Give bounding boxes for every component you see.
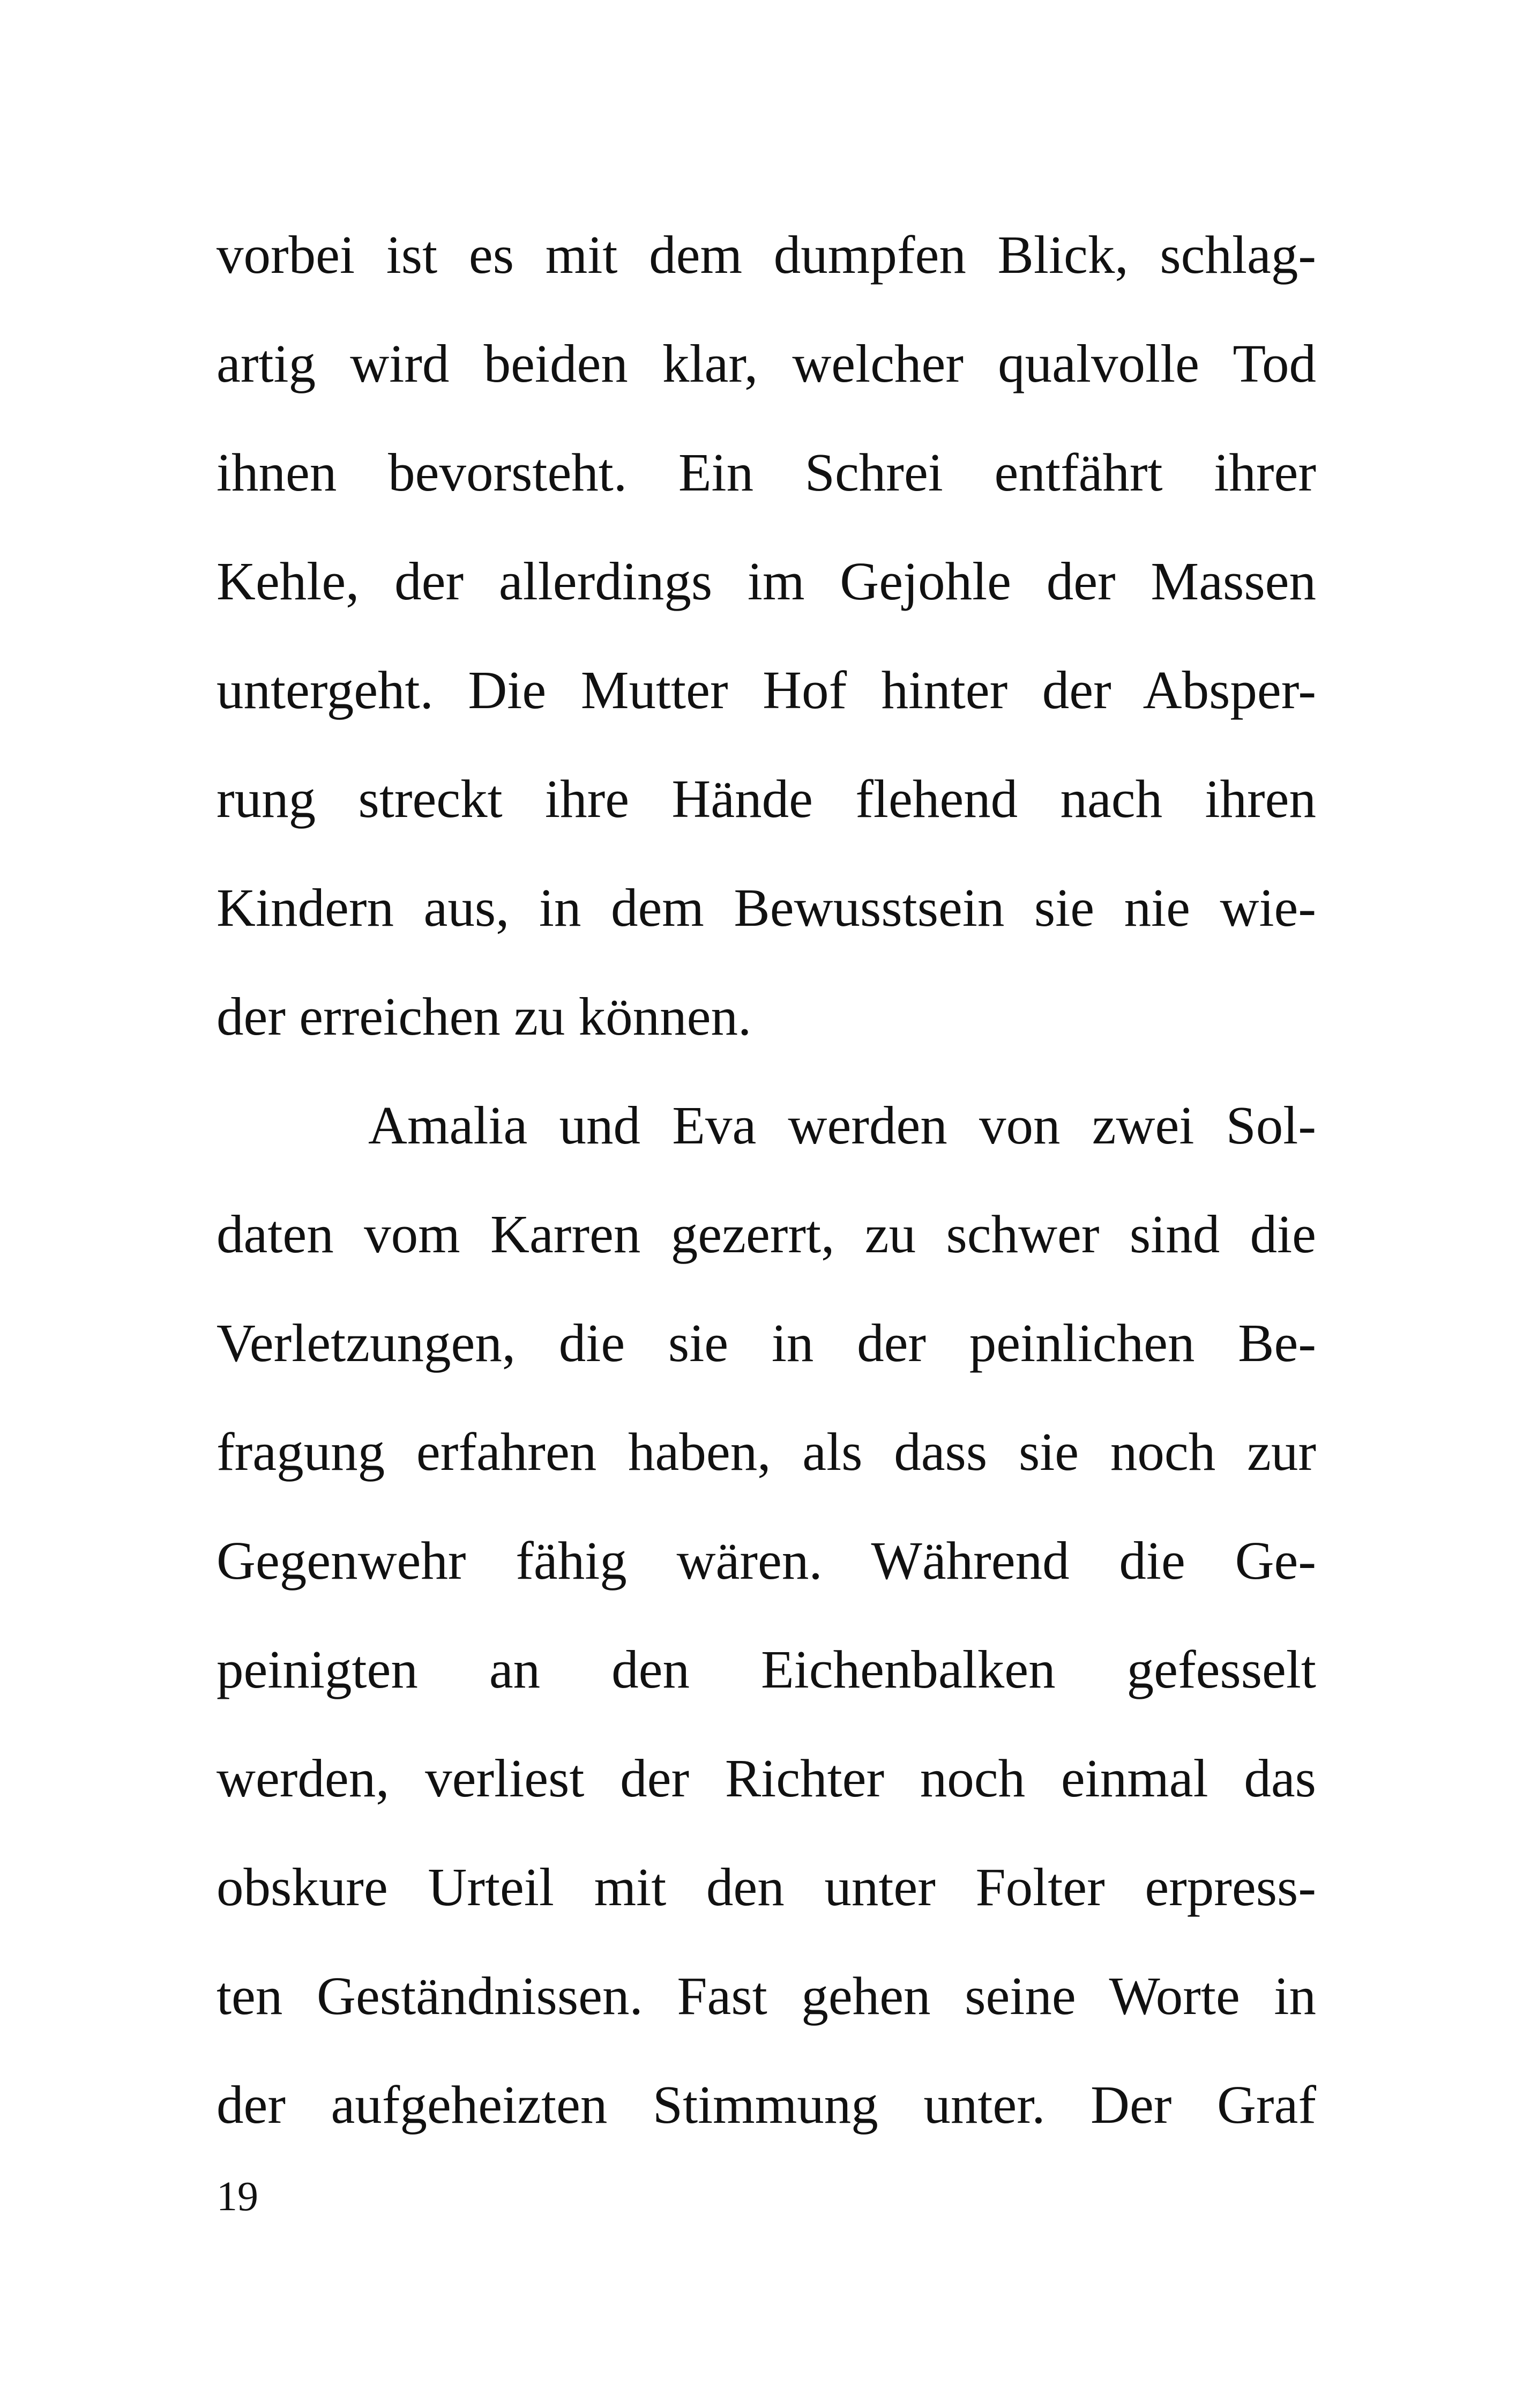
text-line-paragraph-start: Amalia und Eva werden von zwei Sol- <box>368 1095 1316 1155</box>
text-line: daten vom Karren gezerrt, zu schwer sind die <box>216 1204 1316 1264</box>
text-line: Kehle, der allerdings im Gejohle der Massen <box>216 551 1316 611</box>
text-line: Verletzungen, die sie in der peinlichen Be- <box>216 1313 1316 1373</box>
text-line: Kindern aus, in dem Bewusstsein sie nie wie- <box>216 878 1316 938</box>
text-line: vorbei ist es mit dem dumpfen Blick, schlag- <box>216 225 1316 285</box>
text-line: artig wird beiden klar, welcher qualvolle Tod <box>216 333 1316 393</box>
page-number: 19 <box>216 2173 258 2219</box>
text-line-paragraph-end: der erreichen zu können. <box>216 986 752 1046</box>
text-line: untergeht. Die Mutter Hof hinter der Absper- <box>216 660 1316 720</box>
body-text <box>216 212 1316 2171</box>
text-line: obskure Urteil mit den unter Folter erpress- <box>216 1857 1316 1917</box>
text-line: peinigten an den Eichenbalken gefesselt <box>216 1639 1316 1699</box>
text-line: fragung erfahren haben, als dass sie noch zur <box>216 1422 1316 1482</box>
text-line: ten Geständnissen. Fast gehen seine Worte in <box>216 1966 1316 2026</box>
text-line: werden, verliest der Richter noch einmal das <box>216 1748 1316 1808</box>
text-line: der aufgeheizten Stimmung unter. Der Graf <box>216 2075 1316 2135</box>
text-line: ihnen bevorsteht. Ein Schrei entfährt ihrer <box>216 442 1316 502</box>
text-line: Gegenwehr fähig wären. Während die Ge- <box>216 1530 1316 1591</box>
text-line: rung streckt ihre Hände flehend nach ihren <box>216 769 1316 829</box>
